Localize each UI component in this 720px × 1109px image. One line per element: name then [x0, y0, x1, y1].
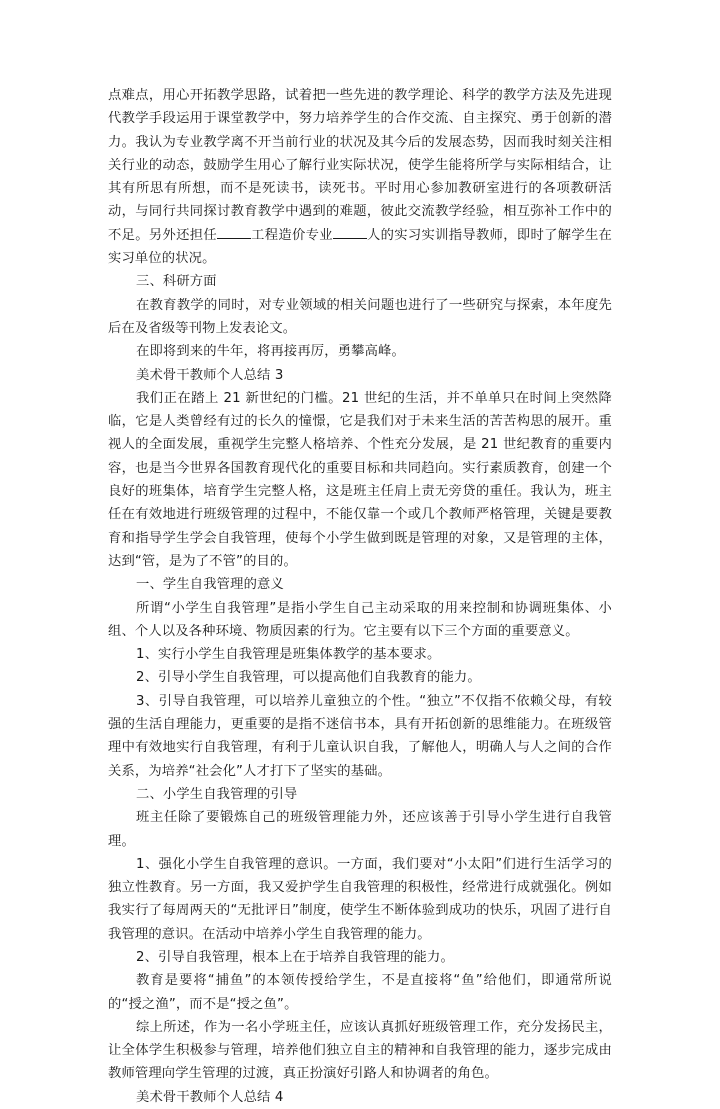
list-item-2: 2、引导小学生自我管理，可以提高他们自我教育的能力。 [136, 670, 481, 686]
blank-underline [217, 224, 251, 239]
document-body [108, 84, 612, 1109]
list-item-strengthen: 1、强化小学生自我管理的意识。一方面，我们要对“小太阳”们进行生活学习的独立性教育。另一方面，我又爱护学生自我管理的积极性，经常进行成就强化。例如我实行了每周两天的“无批评日”制度，使学生不断体验到成功的快乐，巩固了进行自我管理的意识。在活动中培养小学生自我管理的能力。 [108, 856, 612, 942]
paragraph-research: 在教育教学的同时，对专业领域的相关问题也进行了一些研究与探索，本年度先后在及省级等刊物上发表论文。 [108, 297, 612, 336]
paragraph-new-year: 在即将到来的牛年，将再接再厉，勇攀高峰。 [136, 344, 405, 360]
paragraph-class-teacher: 班主任除了要锻炼自己的班级管理能力外，还应该善于引导小学生进行自我管理。 [108, 810, 612, 849]
paragraph-teaching-approach [108, 84, 612, 270]
section-heading-research: 三、科研方面 [136, 274, 217, 290]
paragraph-conclusion: 综上所述，作为一名小学班主任，应该认真抓好班级管理工作，充分发扬民主，让全体学生积极参与管理，培养他们独立自主的精神和自我管理的能力，逐步完成由教师管理向学生管理的过渡，真正扮演好引路人和协调者的角色。 [108, 1019, 612, 1082]
article-title-3: 美术骨干教师个人总结 3 [136, 367, 284, 383]
paragraph-text: 工程造价专业 [250, 227, 333, 243]
list-item-3: 3、引导自我管理，可以培养儿童独立的个性。“独立”不仅指不依赖父母，有较强的生活自理能力，更重要的是指不迷信书本，具有开拓创新的思维能力。在班级管理中有效地实行自我管理，有利于儿童认识自我，了解他人，明确人与人之间的合作关系，为培养“社会化”人才打下了坚实的基础。 [108, 693, 612, 779]
paragraph-text: 人的实习实训指导教师，即时了解学生在实习单位的状况。 [108, 227, 613, 267]
section-heading-significance: 一、学生自我管理的意义 [136, 577, 284, 593]
paragraph-21st-century: 我们正在踏上 21 新世纪的门槛。21 世纪的生活，并不单单只在时间上突然降临，它是人类曾经有过的长久的憧憬，它是我们对于未来生活的苦苦构思的展开。重视人的全面发展，重视学生完整人格培养、个性充分发展，是 21 世纪教育的重要内容，也是当今世界各国教育现代化的重要目标和共同趋向。实行素质教育，创建一个良好的班集体，培育学生完整人格，这是班主任肩上责无旁贷的重任。我认为，班主任在有效地进行班级管理的过程中，不能仅靠一个或几个教师严格管理，关键是要教育和指导学生学会自我管理，使每个小学生做到既是管理的对象，又是管理的主体，达到“管，是为了不管”的目的。 [108, 390, 612, 569]
blank-underline [333, 224, 367, 239]
paragraph-fishing: 教育是要将“捕鱼”的本领传授给学生，不是直接将“鱼”给他们，即通常所说的“授之渔”，而不是“授之鱼”。 [108, 973, 612, 1012]
article-title-4: 美术骨干教师个人总结 4 [136, 1089, 284, 1105]
paragraph-definition: 所谓“小学生自我管理”是指小学生自己主动采取的用来控制和协调班集体、小组、个人以及各种环境、物质因素的行为。它主要有以下三个方面的重要意义。 [108, 600, 612, 639]
paragraph-text: 点难点，用心开拓教学思路，试着把一些先进的教学理论、科学的教学方法及先进现代教学手段运用于课堂教学中，努力培养学生的合作交流、自主探究、勇于创新的潜力。我认为专业教学离不开当前行业的状况及其今后的发展态势，因而我时刻关注相关行业的动态，鼓励学生用心了解行业实际状况，使学生能将所学与实际相结合，让其有所思有所想，而不是死读书，读死书。平时用心参加教研室进行的各项教研活动，与同行共同探讨教育教学中遇到的难题，彼此交流教学经验，相互弥补工作中的不足。另外还担任 [108, 88, 612, 243]
list-item-guide: 2、引导自我管理，根本上在于培养自我管理的能力。 [136, 949, 454, 965]
list-item-1: 1、实行小学生自我管理是班集体教学的基本要求。 [136, 647, 441, 663]
section-heading-guidance: 二、小学生自我管理的引导 [136, 786, 298, 802]
